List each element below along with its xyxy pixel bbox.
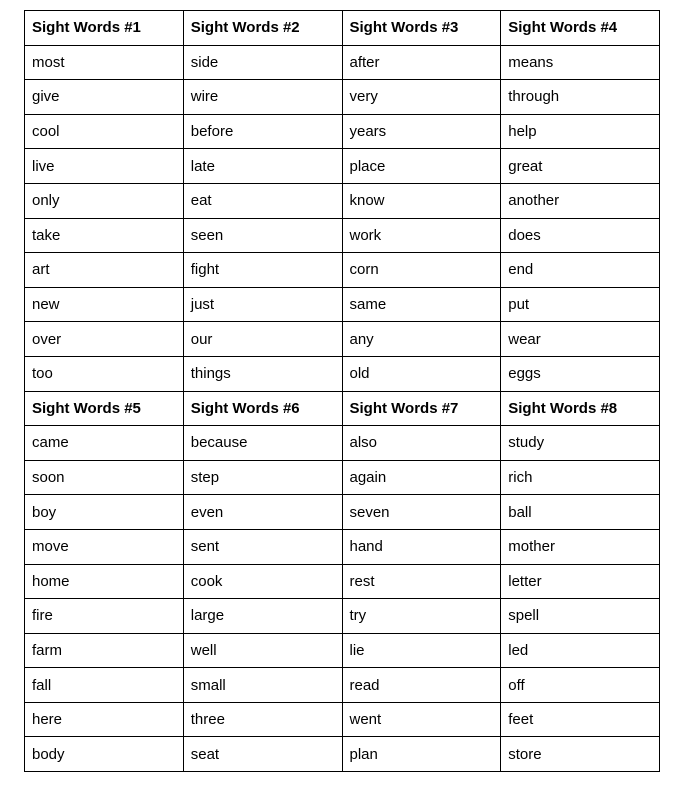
table-row: [25, 253, 660, 288]
word-cell: went: [342, 702, 501, 737]
word-cell: eggs: [501, 356, 660, 391]
word-cell: things: [183, 356, 342, 391]
word-cell: old: [342, 356, 501, 391]
table-row: [25, 45, 660, 80]
word-cell: sent: [183, 529, 342, 564]
word-cell: side: [183, 45, 342, 80]
table-row: [25, 114, 660, 149]
word-cell: put: [501, 287, 660, 322]
word-cell: same: [342, 287, 501, 322]
word-cell: only: [25, 183, 184, 218]
word-cell: wear: [501, 322, 660, 357]
word-cell: art: [25, 253, 184, 288]
word-cell: spell: [501, 599, 660, 634]
word-cell: most: [25, 45, 184, 80]
word-cell: fall: [25, 668, 184, 703]
table-row: [25, 426, 660, 461]
table-row: [25, 599, 660, 634]
word-cell: even: [183, 495, 342, 530]
word-cell: cook: [183, 564, 342, 599]
sight-words-sheet: [24, 10, 660, 772]
column-header: Sight Words #2: [183, 11, 342, 46]
word-cell: over: [25, 322, 184, 357]
word-cell: soon: [25, 460, 184, 495]
table-row: [25, 702, 660, 737]
word-cell: step: [183, 460, 342, 495]
word-cell: know: [342, 183, 501, 218]
word-cell: new: [25, 287, 184, 322]
table-row: [25, 564, 660, 599]
word-cell: letter: [501, 564, 660, 599]
word-cell: rich: [501, 460, 660, 495]
table-row: [25, 633, 660, 668]
sight-words-table-body: [25, 11, 660, 772]
table-row: [25, 737, 660, 772]
table-row: [25, 460, 660, 495]
word-cell: before: [183, 114, 342, 149]
table-row: [25, 356, 660, 391]
word-cell: means: [501, 45, 660, 80]
word-cell: cool: [25, 114, 184, 149]
word-cell: years: [342, 114, 501, 149]
column-header: Sight Words #1: [25, 11, 184, 46]
word-cell: our: [183, 322, 342, 357]
word-cell: off: [501, 668, 660, 703]
word-cell: farm: [25, 633, 184, 668]
column-header: Sight Words #4: [501, 11, 660, 46]
word-cell: eat: [183, 183, 342, 218]
word-cell: body: [25, 737, 184, 772]
column-header: Sight Words #8: [501, 391, 660, 426]
word-cell: does: [501, 218, 660, 253]
word-cell: rest: [342, 564, 501, 599]
word-cell: great: [501, 149, 660, 184]
word-cell: live: [25, 149, 184, 184]
word-cell: very: [342, 80, 501, 115]
word-cell: move: [25, 529, 184, 564]
word-cell: feet: [501, 702, 660, 737]
word-cell: seat: [183, 737, 342, 772]
table-row: [25, 218, 660, 253]
column-header: Sight Words #3: [342, 11, 501, 46]
word-cell: mother: [501, 529, 660, 564]
column-header: Sight Words #5: [25, 391, 184, 426]
word-cell: give: [25, 80, 184, 115]
word-cell: end: [501, 253, 660, 288]
word-cell: try: [342, 599, 501, 634]
word-cell: three: [183, 702, 342, 737]
word-cell: plan: [342, 737, 501, 772]
word-cell: help: [501, 114, 660, 149]
word-cell: large: [183, 599, 342, 634]
word-cell: also: [342, 426, 501, 461]
word-cell: corn: [342, 253, 501, 288]
word-cell: just: [183, 287, 342, 322]
table-row: [25, 529, 660, 564]
word-cell: came: [25, 426, 184, 461]
word-cell: another: [501, 183, 660, 218]
word-cell: small: [183, 668, 342, 703]
table-row: [25, 80, 660, 115]
table-row: [25, 322, 660, 357]
word-cell: home: [25, 564, 184, 599]
word-cell: any: [342, 322, 501, 357]
word-cell: through: [501, 80, 660, 115]
word-cell: well: [183, 633, 342, 668]
word-cell: lie: [342, 633, 501, 668]
table-row: [25, 287, 660, 322]
word-cell: seen: [183, 218, 342, 253]
table-row: [25, 183, 660, 218]
table-row: [25, 495, 660, 530]
word-cell: seven: [342, 495, 501, 530]
column-header: Sight Words #7: [342, 391, 501, 426]
word-cell: fire: [25, 599, 184, 634]
word-cell: study: [501, 426, 660, 461]
word-cell: wire: [183, 80, 342, 115]
table-row: [25, 149, 660, 184]
word-cell: after: [342, 45, 501, 80]
word-cell: fight: [183, 253, 342, 288]
word-cell: because: [183, 426, 342, 461]
word-cell: led: [501, 633, 660, 668]
word-cell: place: [342, 149, 501, 184]
word-cell: boy: [25, 495, 184, 530]
word-cell: again: [342, 460, 501, 495]
word-cell: read: [342, 668, 501, 703]
word-cell: ball: [501, 495, 660, 530]
column-header: Sight Words #6: [183, 391, 342, 426]
sight-words-table: [24, 10, 660, 772]
word-cell: take: [25, 218, 184, 253]
word-cell: work: [342, 218, 501, 253]
word-cell: store: [501, 737, 660, 772]
group-header-row: [25, 11, 660, 46]
table-row: [25, 668, 660, 703]
word-cell: too: [25, 356, 184, 391]
word-cell: hand: [342, 529, 501, 564]
word-cell: here: [25, 702, 184, 737]
group-header-row: [25, 391, 660, 426]
word-cell: late: [183, 149, 342, 184]
